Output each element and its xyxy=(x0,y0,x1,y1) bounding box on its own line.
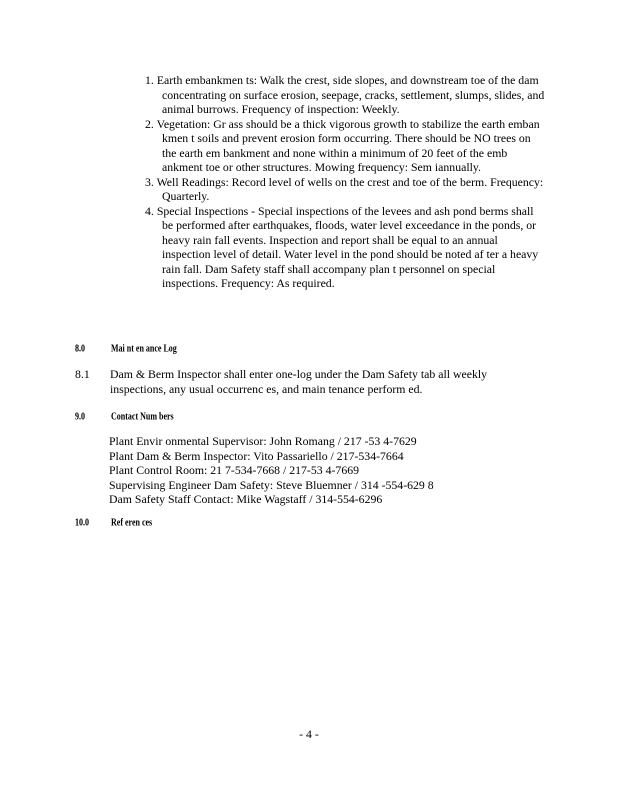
section-heading-references xyxy=(75,516,152,528)
paragraph-text: Dam & Berm Inspector shall enter one-log under the Dam Safety tab all weekly inspections, any usual occurrenc es, and main tenance perform ed. xyxy=(110,367,488,396)
contact-line: Dam Safety Staff Contact: Mike Wagstaff / 314-554-6296 xyxy=(109,492,383,506)
list-item: 1. Earth embankmen ts: Walk the crest, side slopes, and downstream toe of the dam concentrating on surface erosion, seepage, cracks, settlement, slumps, slides, and animal burrows. Frequency of inspection: Weekly. xyxy=(145,73,545,116)
paragraph-8-1 xyxy=(75,367,535,399)
section-title: Contact Num bers xyxy=(111,410,174,423)
contact-line: Plant Dam & Berm Inspector: Vito Passariello / 217-534-7664 xyxy=(109,448,404,463)
section-heading-contact-numbers xyxy=(75,410,174,422)
section-number: 8.0 xyxy=(75,342,85,355)
list-item: 4. Special Inspections - Special inspections of the levees and ash pond berms shall be performed after earthquakes, floods, water level exceedance in the ponds, or heavy rain fall events. Inspection and report shall be equal to an annual inspection level of detail. Water level in the pond should be noted af ter a heavy rain fall. Dam Safety staff shall accompany plan t personnel on special inspections. Frequency: As required. xyxy=(145,203,539,290)
contact-line: Plant Envir onmental Supervisor: John Romang / 217 -53 4-7629 xyxy=(109,434,417,448)
contact-list xyxy=(109,434,434,507)
section-title: Ref eren ces xyxy=(111,516,153,529)
inspection-list xyxy=(145,73,545,291)
contact-line: Plant Control Room: 21 7-534-7668 / 217-53 4-7669 xyxy=(109,463,360,477)
list-item: 2. Vegetation: Gr ass should be a thick vigorous growth to stabilize the earth emban kmen t soils and prevent erosion form occurring. There should be NO trees on the earth em bankment and none within a minimum of 20 feet of the emb ankment toe or other structures. Mowing frequency: Sem iannually. xyxy=(145,116,540,174)
paragraph-number: 8.1 xyxy=(75,367,90,381)
page-number: - 4 - xyxy=(299,727,319,741)
section-number: 10.0 xyxy=(75,516,89,529)
section-number: 9.0 xyxy=(75,410,85,423)
section-title: Mai nt en ance Log xyxy=(111,342,177,355)
section-heading-maintenance-log xyxy=(75,342,177,354)
contact-line: Supervising Engineer Dam Safety: Steve Bluemner / 314 -554-629 8 xyxy=(109,477,434,492)
list-item: 3. Well Readings: Record level of wells on the crest and toe of the berm. Frequency: Quarterly. xyxy=(145,174,544,203)
